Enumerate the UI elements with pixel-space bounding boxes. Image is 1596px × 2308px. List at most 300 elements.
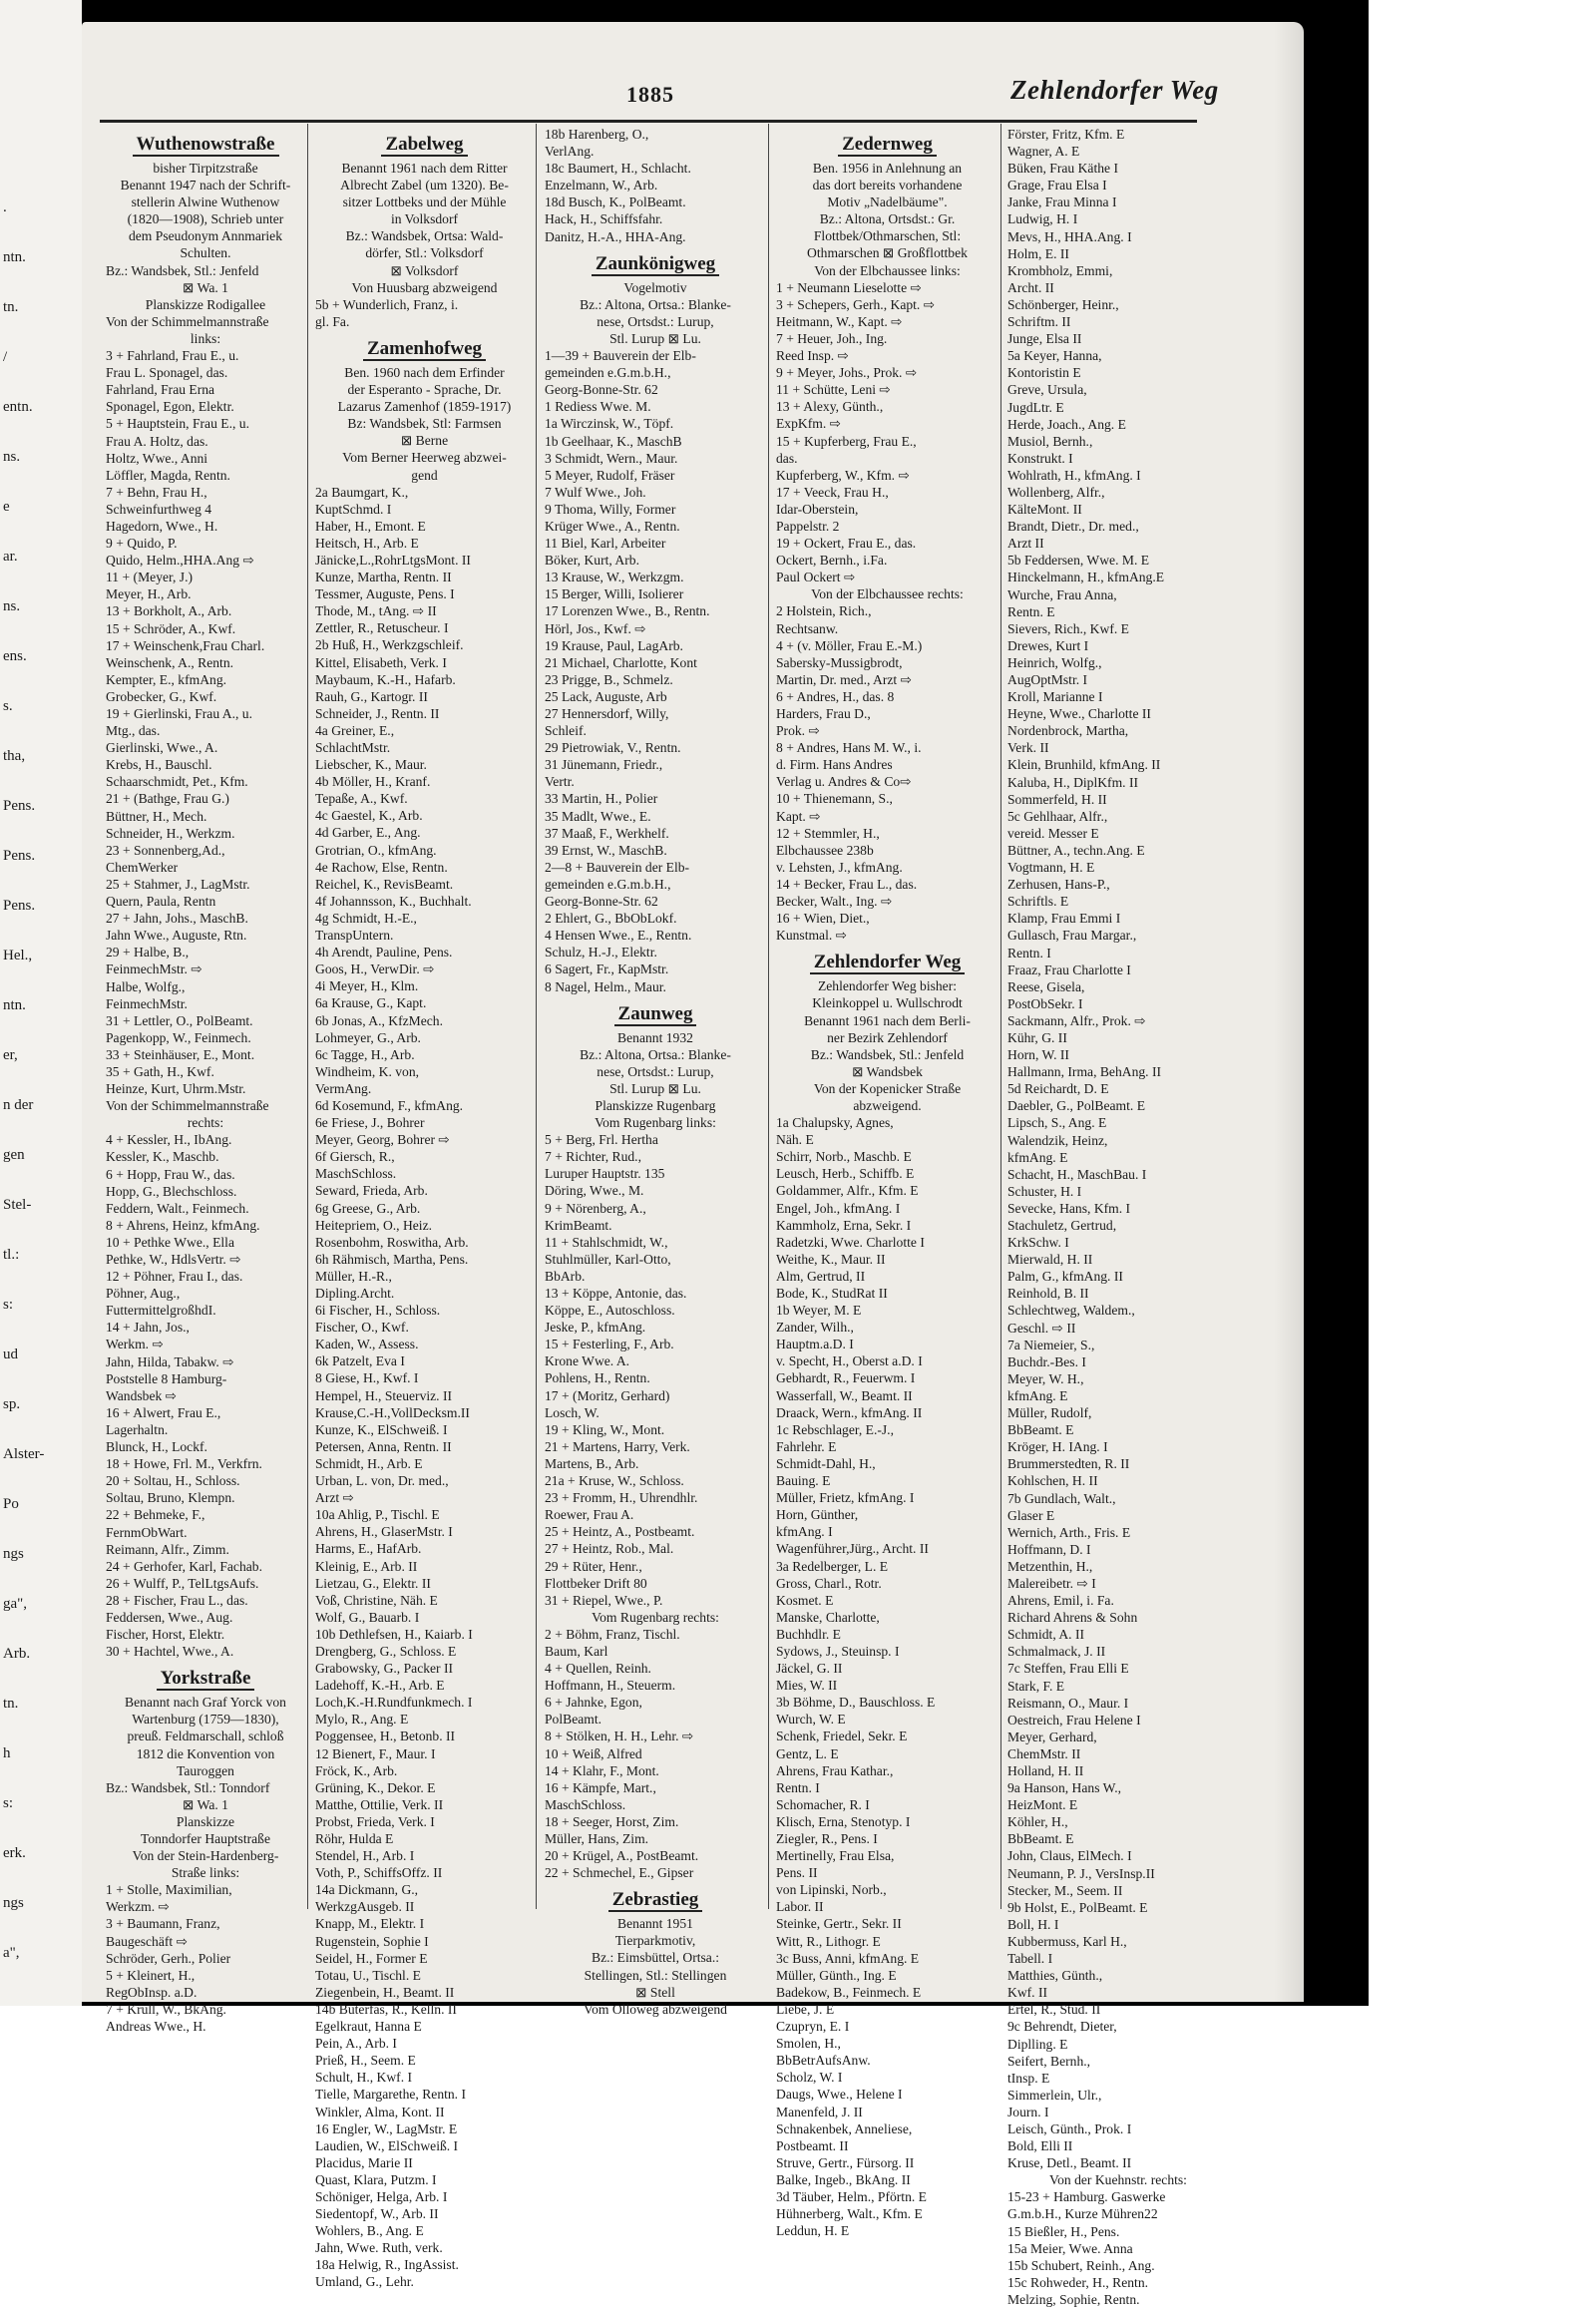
address-entry-line: Schnakenbek, Anneliese, bbox=[776, 2120, 913, 2136]
address-entry-line: VermAng. bbox=[315, 1080, 372, 1096]
address-entry-line: 6d Kosemund, F., kfmAng. bbox=[315, 1097, 464, 1113]
address-entry-line: Soltau, Bruno, Klempn. bbox=[106, 1490, 235, 1506]
address-entry-line: Röhr, Hulda E bbox=[315, 1831, 394, 1846]
address-entry-line: 29 Pietrowiak, V., Rentn. bbox=[545, 740, 681, 756]
margin-fragment: Stel- bbox=[3, 1197, 32, 1213]
street-title bbox=[315, 336, 534, 362]
address-entry-line: Ziegenbein, H., Beamt. II bbox=[315, 1984, 455, 2000]
address-entry-line: BbBetrAufsAnw. bbox=[776, 2053, 871, 2069]
address-entry-line: Hörl, Jos., Kwf. ⇨ bbox=[545, 620, 646, 636]
street-note-line: Bz.: Altona, Ortsa.: Blanke- bbox=[580, 1046, 731, 1062]
street-note-line: dem Pseudonym Annmariek bbox=[128, 228, 283, 244]
street-title bbox=[776, 132, 998, 158]
address-entry-line: Feddern, Walt., Feinmech. bbox=[106, 1200, 249, 1216]
address-entry-line: FuttermittelgroßhdI. bbox=[106, 1303, 216, 1319]
street-note-line: stellerin Alwine Wuthenow bbox=[131, 194, 280, 210]
address-entry-line: Kessler, K., Maschb. bbox=[106, 1149, 219, 1165]
street-heading: Zaunkönigweg bbox=[592, 253, 719, 276]
address-entry-line: Reimann, Alfr., Zimm. bbox=[106, 1541, 229, 1557]
address-entry-line: Kühr, G. II bbox=[1007, 1029, 1067, 1045]
address-entry-line: 21 + Martens, Harry, Verk. bbox=[545, 1438, 690, 1454]
address-entry-line: gemeinden e.G.m.b.H., bbox=[545, 876, 671, 892]
address-entry-line: Wurche, Frau Anna, bbox=[1007, 586, 1117, 602]
address-entry-line: Meyer, H., Arb. bbox=[106, 586, 192, 602]
address-entry-line: 7c Steffen, Frau Elli E bbox=[1007, 1661, 1129, 1677]
address-entry-line: Mies, W. II bbox=[776, 1678, 838, 1694]
street-heading: Zehlendorfer Weg bbox=[810, 952, 966, 974]
address-entry-line: SchlachtMstr. bbox=[315, 740, 391, 755]
address-entry-line: Kapt. ⇨ bbox=[776, 808, 821, 824]
address-entry-line: 4h Arendt, Pauline, Pens. bbox=[315, 945, 453, 961]
address-entry-line: 5 Meyer, Rudolf, Fräser bbox=[545, 467, 675, 483]
street-note-line: Benannt 1951 bbox=[617, 1916, 693, 1932]
address-entry-line: Buchdr.-Bes. I bbox=[1007, 1353, 1086, 1369]
address-entry-line: Arzt II bbox=[1007, 536, 1044, 552]
margin-fragment: / bbox=[3, 349, 8, 365]
address-entry-line: Vertr. bbox=[545, 774, 575, 790]
address-entry-line: Schacht, H., MaschBau. I bbox=[1007, 1166, 1147, 1182]
address-entry-line: Kontoristin E bbox=[1007, 365, 1081, 381]
address-entry-line: Büttner, H., Mech. bbox=[106, 808, 207, 824]
address-entry-line: Gebhardt, R., Feuerwm. I bbox=[776, 1370, 916, 1386]
address-entry-line: Pagenkopp, W., Feinmech. bbox=[106, 1029, 251, 1045]
address-entry-line: Schlechtweg, Waldem., bbox=[1007, 1303, 1135, 1319]
address-entry-line: Ertel, R., Stud. II bbox=[1007, 2002, 1101, 2018]
address-entry-line: Mylo, R., Ang. E bbox=[315, 1712, 409, 1728]
street-note-line: Vom Rugenbarg rechts: bbox=[592, 1609, 719, 1625]
street-note-line: Vom Berner Heerweg abzwei- bbox=[342, 450, 507, 466]
address-entry-line: Kwf. II bbox=[1007, 1985, 1048, 2001]
margin-fragment: gen bbox=[3, 1147, 25, 1163]
address-entry-line: Kaden, W., Assess. bbox=[315, 1337, 419, 1352]
address-entry-line: 27 + Heintz, Rob., Mal. bbox=[545, 1541, 674, 1557]
margin-fragment: h bbox=[3, 1745, 11, 1761]
address-entry-line: Musiol, Bernh., bbox=[1007, 433, 1093, 449]
address-entry-line: Döring, Wwe., M. bbox=[545, 1183, 644, 1199]
address-entry-line: 24 + Gerhofer, Karl, Fachab. bbox=[106, 1558, 262, 1574]
address-entry-line: Heinze, Kurt, Uhrm.Mstr. bbox=[106, 1081, 246, 1097]
address-entry-line: Martin, Dr. med., Arzt ⇨ bbox=[776, 671, 912, 687]
address-entry-line: vereid. Messer E bbox=[1007, 825, 1099, 841]
address-entry-line: Heitsch, H., Arb. E bbox=[315, 535, 419, 551]
street-note-line: links: bbox=[190, 330, 221, 346]
street-note-line: Planskizze bbox=[176, 1813, 235, 1829]
margin-fragment: ar. bbox=[3, 549, 18, 565]
address-entry-line: Grabowsky, G., Packer II bbox=[315, 1661, 454, 1677]
address-entry-line: Schmidt, H., Arb. E bbox=[315, 1455, 423, 1471]
street-note-line: Stl. Lurup ⊠ Lu. bbox=[609, 1080, 701, 1096]
address-entry-line: Kunze, K., ElSchweiß. I bbox=[315, 1421, 448, 1437]
street-note-line: das dort bereits vorhandene bbox=[812, 178, 963, 193]
street-note-line: (1820—1908), Schrieb unter bbox=[127, 211, 284, 227]
address-entry-line: Meyer, Georg, Bohrer ⇨ bbox=[315, 1132, 450, 1148]
address-entry-line: 5a Keyer, Hanna, bbox=[1007, 348, 1102, 364]
address-entry-line: Balke, Ingeb., BkAng. II bbox=[776, 2171, 911, 2187]
address-entry-line: ChemMstr. II bbox=[1007, 1745, 1081, 1761]
street-note-line: Vom Rugenbarg links: bbox=[595, 1115, 716, 1131]
address-entry-line: 3d Täuber, Helm., Pförtn. E bbox=[776, 2188, 927, 2204]
address-entry-line: Goos, H., VerwDir. ⇨ bbox=[315, 962, 435, 977]
address-entry-line: Schmalmack, J. II bbox=[1007, 1644, 1106, 1660]
address-entry-line: Müller, Frietz, kfmAng. I bbox=[776, 1490, 915, 1506]
address-entry-line: Von der Schimmelmannstraße bbox=[106, 313, 269, 329]
margin-fragment: entn. bbox=[3, 399, 33, 415]
street-note-line: Albrecht Zabel (um 1320). Be- bbox=[340, 178, 509, 193]
address-entry-line: Schomacher, R. I bbox=[776, 1796, 870, 1812]
address-entry-line: Ahrens, Emil, i. Fa. bbox=[1007, 1593, 1114, 1609]
address-entry-line: Sackmann, Alfr., Prok. ⇨ bbox=[1007, 1012, 1146, 1028]
address-entry-line: Schönberger, Heinr., bbox=[1007, 296, 1119, 312]
address-entry-line: MaschSchloss. bbox=[315, 1166, 397, 1182]
address-entry-line: Loch,K.-H.Rundfunkmech. I bbox=[315, 1695, 473, 1711]
street-title bbox=[545, 251, 766, 277]
address-entry-line: 13 + Köppe, Antonie, das. bbox=[545, 1286, 687, 1301]
address-entry-line: Förster, Fritz, Kfm. E bbox=[1007, 127, 1125, 142]
address-entry-line: Leddun, H. E bbox=[776, 2223, 850, 2239]
address-entry-line: 9 Thoma, Willy, Former bbox=[545, 501, 676, 517]
address-entry-line: Hack, H., Schiffsfahr. bbox=[545, 211, 663, 227]
address-entry-line: Kaluba, H., DiplKfm. II bbox=[1007, 774, 1138, 790]
address-entry-line: Quern, Paula, Rentn bbox=[106, 894, 216, 910]
address-entry-line: Krebs, H., Bauschl. bbox=[106, 757, 212, 773]
address-entry-line: Schleif. bbox=[545, 723, 587, 739]
address-entry-line: Brandt, Dietr., Dr. med., bbox=[1007, 519, 1139, 535]
address-entry-line: 7 + Richter, Rud., bbox=[545, 1149, 641, 1165]
address-entry-line: Kruse, Detl., Beamt. II bbox=[1007, 2155, 1132, 2171]
address-entry-line: Fahrlehr. E bbox=[776, 1438, 837, 1454]
address-entry-line: 2a Baumgart, K., bbox=[315, 484, 409, 500]
address-entry-line: kfmAng. E bbox=[1007, 1149, 1068, 1165]
address-entry-line: Wagner, A. E bbox=[1007, 144, 1080, 160]
address-entry-line: Schaarschmidt, Pet., Kfm. bbox=[106, 774, 248, 790]
address-entry-line: 13 + Alexy, Günth., bbox=[776, 399, 884, 415]
address-entry-line: 7 + Behn, Frau H., bbox=[106, 484, 207, 500]
address-entry-line: Matthies, Günth., bbox=[1007, 1968, 1103, 1984]
address-entry-line: Ockert, Bernh., i.Fa. bbox=[776, 553, 888, 569]
address-entry-line: 8 + Stölken, H. H., Lehr. ⇨ bbox=[545, 1729, 694, 1744]
margin-fragment: a", bbox=[3, 1945, 20, 1961]
address-entry-line: Jäckel, G. II bbox=[776, 1661, 843, 1677]
address-entry-line: Metzenthin, H., bbox=[1007, 1558, 1093, 1574]
address-entry-line: kfmAng. E bbox=[1007, 1387, 1068, 1403]
address-entry-line: Lipsch, S., Ang. E bbox=[1007, 1115, 1107, 1131]
street-note-line: ⊠ Berne bbox=[400, 433, 449, 449]
address-entry-line: das. bbox=[776, 450, 798, 466]
street-note-line: preuß. Feldmarschall, schloß bbox=[127, 1729, 284, 1744]
address-entry-line: Kempter, E., kfmAng. bbox=[106, 671, 227, 687]
address-entry-line: Georg-Bonne-Str. 62 bbox=[545, 894, 658, 910]
address-entry-line: 31 Jünemann, Friedr., bbox=[545, 757, 663, 773]
street-note-line: Von der Elbchaussee links: bbox=[814, 262, 961, 278]
address-entry-line: Labor. II bbox=[776, 1899, 824, 1915]
address-entry-line: ChemWerker bbox=[106, 859, 179, 875]
address-entry-line: 15c Rohweder, H., Rentn. bbox=[1007, 2274, 1149, 2290]
column-divider bbox=[536, 124, 537, 1909]
margin-fragment: . bbox=[3, 199, 7, 215]
address-entry-line: Manenfeld, J. II bbox=[776, 2104, 863, 2119]
address-entry-line: 17 + Weinschenk,Frau Charl. bbox=[106, 637, 265, 653]
address-entry-line: 31 + Riepel, Wwe., P. bbox=[545, 1592, 663, 1608]
address-entry-line: ExpKfm. ⇨ bbox=[776, 416, 842, 432]
street-note-line: Von Huusbarg abzweigend bbox=[351, 279, 498, 295]
address-entry-line: Probst, Frieda, Verk. I bbox=[315, 1813, 435, 1829]
address-entry-line: Urban, L. von, Dr. med., bbox=[315, 1473, 449, 1489]
address-entry-line: Heitmann, W., Kapt. ⇨ bbox=[776, 313, 903, 329]
address-entry-line: John, Claus, ElMech. I bbox=[1007, 1848, 1132, 1864]
address-entry-line: Kroll, Marianne I bbox=[1007, 689, 1103, 705]
margin-fragment: Arb. bbox=[3, 1646, 31, 1662]
address-entry-line: 1c Rebschlager, E.-J., bbox=[776, 1421, 894, 1437]
street-note-line: Lazarus Zamenhof (1859-1917) bbox=[337, 399, 512, 415]
address-entry-line: 15 + Kupferberg, Frau E., bbox=[776, 433, 917, 449]
address-entry-line: Konstrukt. I bbox=[1007, 450, 1073, 466]
margin-fragment: s: bbox=[3, 1795, 14, 1811]
street-title bbox=[106, 132, 305, 158]
margin-fragment: tl.: bbox=[3, 1247, 20, 1263]
address-entry-line: 33 Martin, H., Polier bbox=[545, 791, 658, 807]
address-entry-line: Idar-Oberstein, bbox=[776, 501, 859, 517]
address-entry-line: 17 Lorenzen Wwe., B., Rentn. bbox=[545, 603, 710, 619]
address-entry-line: Klamp, Frau Emmi I bbox=[1007, 911, 1121, 927]
address-entry-line: 15 Berger, Willi, Isolierer bbox=[545, 586, 684, 602]
address-entry-line: Reichel, K., RevisBeamt. bbox=[315, 876, 454, 892]
address-entry-line: Schulz, H.-J., Elektr. bbox=[545, 945, 657, 961]
address-entry-line: Harms, E., HafArb. bbox=[315, 1541, 422, 1557]
address-entry-line: 18c Baumert, H., Schlacht. bbox=[545, 161, 691, 177]
address-entry-line: Boll, H. I bbox=[1007, 1916, 1059, 1932]
address-entry-line: Fahrland, Frau Erna bbox=[106, 382, 215, 398]
address-entry-line: 9c Behrendt, Dieter, bbox=[1007, 2019, 1117, 2035]
address-entry-line: 1 Rediess Wwe. M. bbox=[545, 399, 651, 415]
address-entry-line: Petersen, Anna, Rentn. II bbox=[315, 1438, 452, 1454]
address-entry-line: 23 Prigge, B., Schmelz. bbox=[545, 671, 673, 687]
address-entry-line: Sabersky-Mussigbrodt, bbox=[776, 654, 903, 670]
street-note-line: Vom Olloweg abzweigend bbox=[584, 2001, 727, 2017]
address-entry-line: 9 + Nörenberg, A., bbox=[545, 1200, 646, 1216]
address-entry-line: 21 + (Bathge, Frau G.) bbox=[106, 791, 229, 807]
address-entry-line: Grobecker, G., Kwf. bbox=[106, 688, 217, 704]
street-note-line: der Esperanto - Sprache, Dr. bbox=[347, 382, 502, 398]
address-entry-line: 7 + Krull, W., BkAng. bbox=[106, 2001, 226, 2017]
address-entry-line: 5 + Kleinert, H., bbox=[106, 1967, 196, 1983]
address-entry-line: 12 + Stemmler, H., bbox=[776, 825, 880, 841]
address-entry-line: Verlag u. Andres & Co⇨ bbox=[776, 774, 912, 790]
street-heading: Zebrastieg bbox=[608, 1889, 703, 1912]
column-5 bbox=[1007, 126, 1229, 2307]
address-entry-line: 28 + Fischer, Frau L., das. bbox=[106, 1592, 248, 1608]
margin-fragment: ns. bbox=[3, 449, 21, 465]
street-note-line: Ben. 1956 in Anlehnung an bbox=[812, 161, 963, 176]
address-entry-line: Böker, Kurt, Arb. bbox=[545, 553, 639, 569]
address-entry-line: JugdLtr. E bbox=[1007, 399, 1064, 415]
address-entry-line: 10 + Thienemann, S., bbox=[776, 791, 893, 807]
address-entry-line: 12 Bienert, F., Maur. I bbox=[315, 1745, 436, 1761]
address-entry-line: Simmerlein, Ulr., bbox=[1007, 2087, 1102, 2103]
address-entry-line: Gentz, L. E bbox=[776, 1745, 839, 1761]
street-heading: Yorkstraße bbox=[157, 1668, 255, 1691]
address-entry-line: 2 Ehlert, G., BbObLokf. bbox=[545, 911, 677, 927]
address-entry-line: Vogtmann, H. E bbox=[1007, 860, 1095, 876]
address-entry-line: PostObSekr. I bbox=[1007, 995, 1083, 1011]
address-entry-line: Jeske, P., kfmAng. bbox=[545, 1320, 646, 1336]
address-entry-line: Pein, A., Arb. I bbox=[315, 2036, 397, 2052]
address-entry-line: Rentn. E bbox=[1007, 603, 1055, 619]
street-note-line: nese, Ortsdst.: Lurup, bbox=[597, 313, 714, 329]
address-entry-line: KuptSchmd. I bbox=[315, 501, 392, 517]
address-entry-line: gl. Fa. bbox=[315, 313, 350, 329]
address-entry-line: Tielle, Margarethe, Rentn. I bbox=[315, 2087, 467, 2103]
address-entry-line: Kröger, H. IAng. I bbox=[1007, 1439, 1108, 1455]
address-entry-line: Fischer, O., Kwf. bbox=[315, 1320, 409, 1336]
address-entry-line: Rechtsanw. bbox=[776, 620, 839, 636]
address-entry-line: Poggensee, H., Betonb. II bbox=[315, 1729, 456, 1744]
address-entry-line: 4i Meyer, H., Klm. bbox=[315, 978, 419, 994]
address-entry-line: Georg-Bonne-Str. 62 bbox=[545, 382, 658, 398]
address-entry-line: Holm, E. II bbox=[1007, 245, 1069, 261]
margin-fragment: ga", bbox=[3, 1596, 28, 1612]
address-entry-line: Losch, W. bbox=[545, 1404, 599, 1420]
address-entry-line: 10a Ahlig, P., Tischl. E bbox=[315, 1507, 440, 1523]
address-entry-line: Diplling. E bbox=[1007, 2036, 1068, 2052]
address-entry-line: 15a Meier, Wwe. Anna bbox=[1007, 2240, 1133, 2256]
address-entry-line: 6a Krause, G., Kapt. bbox=[315, 995, 427, 1011]
address-entry-line: 23 + Fromm, H., Uhrendhlr. bbox=[545, 1490, 698, 1506]
address-entry-line: Pethke, W., HdlsVertr. ⇨ bbox=[106, 1252, 241, 1267]
address-entry-line: Richard Ahrens & Sohn bbox=[1007, 1610, 1138, 1626]
address-entry-line: 17 + Veeck, Frau H., bbox=[776, 484, 889, 500]
street-note-line: Benannt 1961 nach dem Berli- bbox=[804, 1012, 971, 1028]
address-entry-line: Pohlens, H., Rentn. bbox=[545, 1370, 650, 1386]
address-entry-line: Hoffmann, D. I bbox=[1007, 1541, 1091, 1557]
address-entry-line: 18a Helwig, R., IngAssist. bbox=[315, 2257, 459, 2273]
address-entry-line: 4 Hensen Wwe., E., Rentn. bbox=[545, 928, 692, 944]
address-entry-line: Sevecke, Hans, Kfm. I bbox=[1007, 1200, 1131, 1216]
address-entry-line: Goldammer, Alfr., Kfm. E bbox=[776, 1183, 919, 1199]
address-entry-line: Luruper Hauptstr. 135 bbox=[545, 1166, 665, 1182]
address-entry-line: Kosmet. E bbox=[776, 1592, 834, 1608]
address-entry-line: 14a Dickmann, G., bbox=[315, 1882, 419, 1898]
address-entry-line: Kleinig, E., Arb. II bbox=[315, 1558, 418, 1574]
margin-fragment: ngs bbox=[3, 1546, 24, 1562]
street-note-line: sitzer Lottbeks und der Mühle bbox=[342, 194, 507, 210]
address-entry-line: 8 Nagel, Helm., Maur. bbox=[545, 978, 666, 994]
address-entry-line: FeinmechMstr. ⇨ bbox=[106, 962, 202, 977]
street-note-line: in Volksdorf bbox=[390, 211, 459, 227]
street-note-line: Bz: Wandsbek, Stl: Farmsen bbox=[347, 416, 502, 432]
address-entry-line: BbBeamt. E bbox=[1007, 1422, 1074, 1438]
address-entry-line: Ludwig, H. I bbox=[1007, 211, 1078, 227]
address-entry-line: 1b Geelhaar, K., MaschB bbox=[545, 433, 682, 449]
address-entry-line: Klisch, Erna, Stenotyp. I bbox=[776, 1813, 911, 1829]
address-entry-line: Heitepriem, O., Heiz. bbox=[315, 1217, 433, 1233]
address-entry-line: Brummerstedten, R. II bbox=[1007, 1456, 1130, 1472]
address-entry-line: Jahn Wwe., Auguste, Rtn. bbox=[106, 928, 247, 944]
address-entry-line: 6g Greese, G., Arb. bbox=[315, 1200, 421, 1216]
address-entry-line: 18b Harenberg, O., bbox=[545, 127, 649, 142]
street-title bbox=[315, 132, 534, 158]
address-entry-line: 6k Patzelt, Eva I bbox=[315, 1353, 405, 1369]
street-note-line: Von der Kuehnstr. rechts: bbox=[1049, 2172, 1187, 2188]
address-entry-line: Tepaße, A., Kwf. bbox=[315, 791, 408, 807]
address-entry-line: 6f Giersch, R., bbox=[315, 1149, 395, 1165]
running-head: Zehlendorfer Weg bbox=[1010, 75, 1219, 105]
header-rule bbox=[100, 120, 1197, 123]
address-entry-line: Krüger Wwe., A., Rentn. bbox=[545, 518, 680, 534]
address-entry-line: Geschl. ⇨ II bbox=[1007, 1320, 1076, 1336]
street-heading: Zamenhofweg bbox=[363, 338, 486, 361]
margin-fragment: tha, bbox=[3, 748, 26, 764]
address-entry-line: 39 Ernst, W., MaschB. bbox=[545, 842, 667, 858]
address-entry-line: 25 + Stahmer, J., LagMstr. bbox=[106, 876, 250, 892]
address-entry-line: Horn, W. II bbox=[1007, 1047, 1069, 1063]
address-entry-line: 23 + Sonnenberg,Ad., bbox=[106, 842, 225, 858]
address-entry-line: Herde, Joach., Ang. E bbox=[1007, 416, 1126, 432]
address-entry-line: Frau A. Holtz, das. bbox=[106, 433, 208, 449]
address-entry-line: WerkzgAusgeb. II bbox=[315, 1899, 415, 1915]
address-entry-line: Pöhner, Aug., bbox=[106, 1286, 181, 1302]
street-heading: Wuthenowstraße bbox=[133, 134, 279, 157]
address-entry-line: Werkm. ⇨ bbox=[106, 1337, 164, 1352]
street-note-line: Bz.: Eimsbüttel, Ortsa.: bbox=[592, 1950, 719, 1966]
address-entry-line: Janke, Frau Minna I bbox=[1007, 194, 1117, 210]
address-entry-line: Zettler, R., Retuscheur. I bbox=[315, 620, 449, 636]
address-entry-line: Kohlschen, H. II bbox=[1007, 1473, 1098, 1489]
address-entry-line: 19 + Kling, W., Mont. bbox=[545, 1421, 665, 1437]
address-entry-line: Egelkraut, Hanna E bbox=[315, 2019, 422, 2035]
address-entry-line: 9 + Quido, P. bbox=[106, 536, 178, 552]
address-entry-line: Rugenstein, Sophie I bbox=[315, 1933, 429, 1949]
address-entry-line: 4g Schmidt, H.-E., bbox=[315, 910, 417, 926]
address-entry-line: Lietzau, G., Elektr. II bbox=[315, 1575, 431, 1591]
street-note-line: Von der Kopenicker Straße bbox=[813, 1080, 962, 1096]
address-entry-line: Daugs, Wwe., Helene I bbox=[776, 2087, 903, 2103]
address-entry-line: Danitz, H.-A., HHA-Ang. bbox=[545, 228, 686, 244]
address-entry-line: Hinckelmann, H., kfmAng.E bbox=[1007, 570, 1165, 585]
address-entry-line: Wollenberg, Alfr., bbox=[1007, 484, 1105, 500]
address-entry-line: Enzelmann, W., Arb. bbox=[545, 178, 658, 193]
address-entry-line: Stuhlmüller, Karl-Otto, bbox=[545, 1251, 671, 1267]
address-entry-line: 4d Garber, E., Ang. bbox=[315, 825, 421, 841]
address-entry-line: Stendel, H., Arb. I bbox=[315, 1848, 415, 1864]
address-entry-line: Leisch, Günth., Prok. I bbox=[1007, 2120, 1132, 2136]
address-entry-line: Haber, H., Emont. E bbox=[315, 518, 426, 534]
address-entry-line: 9a Hanson, Hans W., bbox=[1007, 1780, 1122, 1796]
address-entry-line: gemeinden e.G.m.b.H., bbox=[545, 365, 671, 381]
address-entry-line: 1 + Neumann Lieselotte ⇨ bbox=[776, 279, 922, 295]
margin-fragment: sp. bbox=[3, 1396, 21, 1412]
address-entry-line: Ahrens, Frau Kathar., bbox=[776, 1762, 894, 1778]
address-entry-line: tInsp. E bbox=[1007, 2070, 1050, 2086]
address-entry-line: Ziegler, R., Pens. I bbox=[776, 1831, 878, 1846]
street-note-line: Straße links: bbox=[171, 1865, 240, 1881]
address-entry-line: 17 + (Moritz, Gerhard) bbox=[545, 1387, 670, 1403]
address-entry-line: Hagedorn, Wwe., H. bbox=[106, 518, 218, 534]
street-note-line: ⊠ Wandsbek bbox=[852, 1063, 923, 1079]
address-entry-line: Mtg., das. bbox=[106, 723, 161, 739]
column-2 bbox=[315, 126, 534, 2290]
address-entry-line: Liebscher, K., Maur. bbox=[315, 757, 427, 773]
address-entry-line: 22 + Schmechel, E., Gipser bbox=[545, 1865, 694, 1881]
street-note-line: dörfer, Stl.: Volksdorf bbox=[365, 245, 484, 261]
address-entry-line: Archt. II bbox=[1007, 279, 1054, 295]
address-entry-line: v. Specht, H., Oberst a.D. I bbox=[776, 1353, 923, 1369]
address-entry-line: Wurch, W. E bbox=[776, 1712, 846, 1728]
address-entry-line: Sponagel, Egon, Elektr. bbox=[106, 399, 234, 415]
address-entry-line: 5b + Wunderlich, Franz, i. bbox=[315, 296, 459, 312]
address-entry-line: 22 + Behmeke, F., bbox=[106, 1507, 205, 1523]
address-entry-line: Laudien, W., ElSchweiß. I bbox=[315, 2137, 459, 2153]
margin-fragment: ntn. bbox=[3, 997, 26, 1013]
